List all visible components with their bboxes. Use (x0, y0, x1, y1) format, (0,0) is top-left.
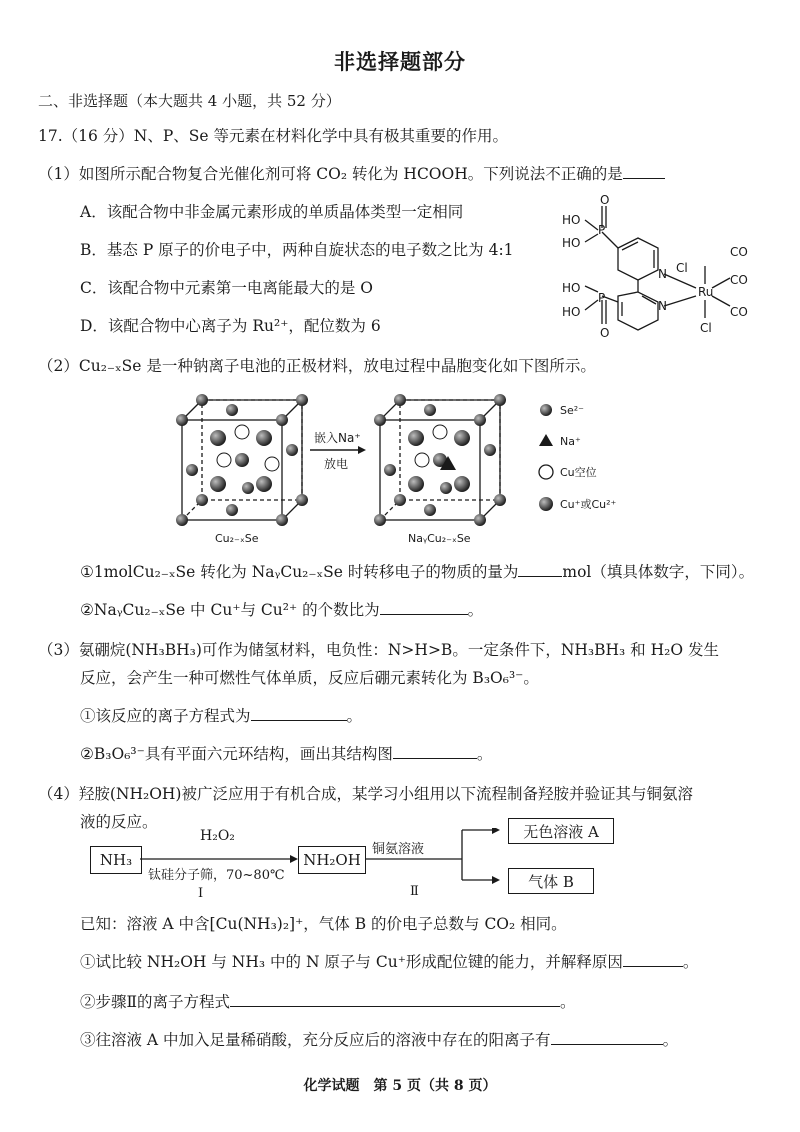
label-cl-1: Cl (676, 261, 688, 275)
label-p-2: P (598, 291, 606, 305)
q17-part4-stem-line2: 液的反应。 (80, 813, 158, 831)
q17-p2-sub1 (80, 560, 754, 582)
label-cl-2: Cl (700, 321, 712, 335)
q17-p2-sub2-tail: 。 (467, 601, 484, 619)
flow-box-gas-b: 气体 B (508, 868, 594, 894)
label-co-2: CO (730, 305, 748, 319)
crystal-cell-diagram (160, 388, 640, 548)
legend-se: Se²⁻ (560, 404, 584, 417)
q17-p4-sub2-tail: 。 (560, 993, 576, 1011)
cell2-label: NaᵧCu₂₋ₓSe (408, 532, 471, 545)
flow-box-nh3: NH₃ (90, 846, 142, 874)
q17-p3-sub2-text: ②B₃O₆³⁻具有平面六元环结构，画出其结构图 (80, 745, 393, 763)
answer-blank[interactable] (380, 599, 468, 615)
label-o-2: O (600, 326, 610, 340)
legend-cu-vacancy: Cu空位 (560, 466, 597, 479)
arrow-bottom-label: 放电 (324, 457, 349, 471)
label-co-1: CO (730, 273, 748, 287)
q17-p4-sub2 (80, 990, 576, 1012)
flow-box-solution-a: 无色溶液 A (508, 818, 614, 844)
ru-complex-structure (560, 192, 760, 342)
answer-blank[interactable] (623, 951, 683, 967)
q17-p1-option-c: C．该配合物中元素第一电离能最大的是 O (80, 279, 373, 297)
q17-p3-sub1-tail: 。 (346, 707, 363, 725)
q17-p4-sub3-text: ③往溶液 A 中加入足量稀硝酸，充分反应后的溶液中存在的阳离子有 (80, 1031, 551, 1049)
answer-blank[interactable] (518, 561, 562, 577)
q17-p1-option-b: B．基态 P 原子的价电子中，两种自旋状态的电子数之比为 4:1 (80, 241, 514, 259)
label-ru: Ru (698, 285, 714, 299)
flow-box-nh2oh: NH₂OH (298, 846, 366, 874)
q17-part4-stem-line1: （4）羟胺(NH₂OH)被广泛应用于有机合成，某学习小组用以下流程制备羟胺并验证其与铜氨溶 (38, 785, 693, 803)
cell1-label: Cu₂₋ₓSe (215, 532, 259, 545)
q17-p1-option-d: D．该配合物中心离子为 Ru²⁺，配位数为 6 (80, 317, 381, 335)
q17-p4-known: 已知：溶液 A 中含[Cu(NH₃)₂]⁺，气体 B 的价电子总数与 CO₂ 相同。 (80, 915, 567, 933)
q17-p4-sub1-text: ①试比较 NH₂OH 与 NH₃ 中的 N 原子与 Cu⁺形成配位键的能力，并解释原因 (80, 953, 623, 971)
q17-p2-sub1-tail: mol（填具体数字，下同）。 (562, 563, 755, 581)
label-o-1: O (600, 193, 610, 207)
q17-p3-sub2 (80, 742, 492, 764)
flow-arrow2-top: 铜氨溶液 (372, 842, 425, 857)
answer-blank[interactable] (393, 743, 477, 759)
lower-pyridine-ring (618, 292, 658, 330)
answer-blank[interactable] (551, 1029, 663, 1045)
label-ho-1: HO (562, 213, 581, 227)
arrow-top-label: 嵌入Na⁺ (314, 431, 361, 445)
label-n-1: N (658, 267, 667, 281)
page-title: 非选择题部分 (334, 50, 466, 74)
q17-part3-stem-line1: （3）氨硼烷(NH₃BH₃)可作为储氢材料，电负性：N>H>B。一定条件下，NH₃BH₃ 和 H₂O 发生 (38, 641, 719, 659)
q17-p2-sub2 (80, 598, 483, 620)
answer-blank[interactable] (251, 705, 347, 721)
legend-cu-ion: Cu⁺或Cu²⁺ (560, 498, 617, 511)
q17-p3-sub2-tail: 。 (476, 745, 493, 763)
flow-arrow1-bottom: 钛硅分子筛，70~80℃ (148, 868, 285, 883)
label-p-1: P (598, 223, 606, 237)
q17-p4-sub1 (80, 950, 698, 972)
q17-part1-stem (38, 162, 665, 184)
q17-part2-stem: （2）Cu₂₋ₓSe 是一种钠离子电池的正极材料，放电过程中晶胞变化如下图所示。 (38, 357, 596, 375)
q17-p1-option-a: A．该配合物中非金属元素形成的单质晶体类型一定相同 (80, 203, 464, 221)
section-header: 二、非选择题（本大题共 4 小题，共 52 分） (38, 92, 341, 110)
label-ho-2: HO (562, 236, 581, 250)
legend-na: Na⁺ (560, 435, 581, 448)
flow-diagram (90, 822, 650, 902)
flow-arrow1-top: H₂O₂ (200, 828, 235, 844)
q17-part1-stem-text: （1）如图所示配合物复合光催化剂可将 CO₂ 转化为 HCOOH。下列说法不正确的是 (38, 165, 623, 183)
q17-p4-sub1-tail: 。 (682, 953, 699, 971)
q17-p3-sub1-text: ①该反应的离子方程式为 (80, 707, 251, 725)
answer-blank[interactable] (230, 991, 560, 1007)
label-ho-3: HO (562, 281, 581, 295)
q17-p2-sub2-text: ②NaᵧCu₂₋ₓSe 中 Cu⁺与 Cu²⁺ 的个数比为 (80, 601, 380, 619)
flow-step1: Ⅰ (198, 886, 204, 901)
page-footer: 化学试题 第 5 页（共 8 页） (303, 1078, 497, 1094)
q17-part3-stem-line2: 反应，会产生一种可燃性气体单质，反应后硼元素转化为 B₃O₆³⁻。 (80, 669, 539, 687)
q17-p4-sub3-tail: 。 (662, 1031, 679, 1049)
upper-pyridine-ring (618, 238, 658, 280)
q17-p2-sub1-text: ①1molCu₂₋ₓSe 转化为 NaᵧCu₂₋ₓSe 时转移电子的物质的量为 (80, 563, 519, 581)
q17-p4-sub2-text: ②步骤Ⅱ的离子方程式 (80, 993, 231, 1011)
legend (539, 404, 617, 511)
question-17-intro: 17.（16 分）N、P、Se 等元素在材料化学中具有极其重要的作用。 (38, 127, 509, 145)
q17-p4-sub3 (80, 1028, 678, 1050)
label-co-3: CO (730, 245, 748, 259)
answer-blank[interactable] (623, 163, 665, 179)
label-n-2: N (658, 299, 667, 313)
flow-step2: Ⅱ (410, 884, 419, 899)
q17-p3-sub1 (80, 704, 362, 726)
label-ho-4: HO (562, 305, 581, 319)
